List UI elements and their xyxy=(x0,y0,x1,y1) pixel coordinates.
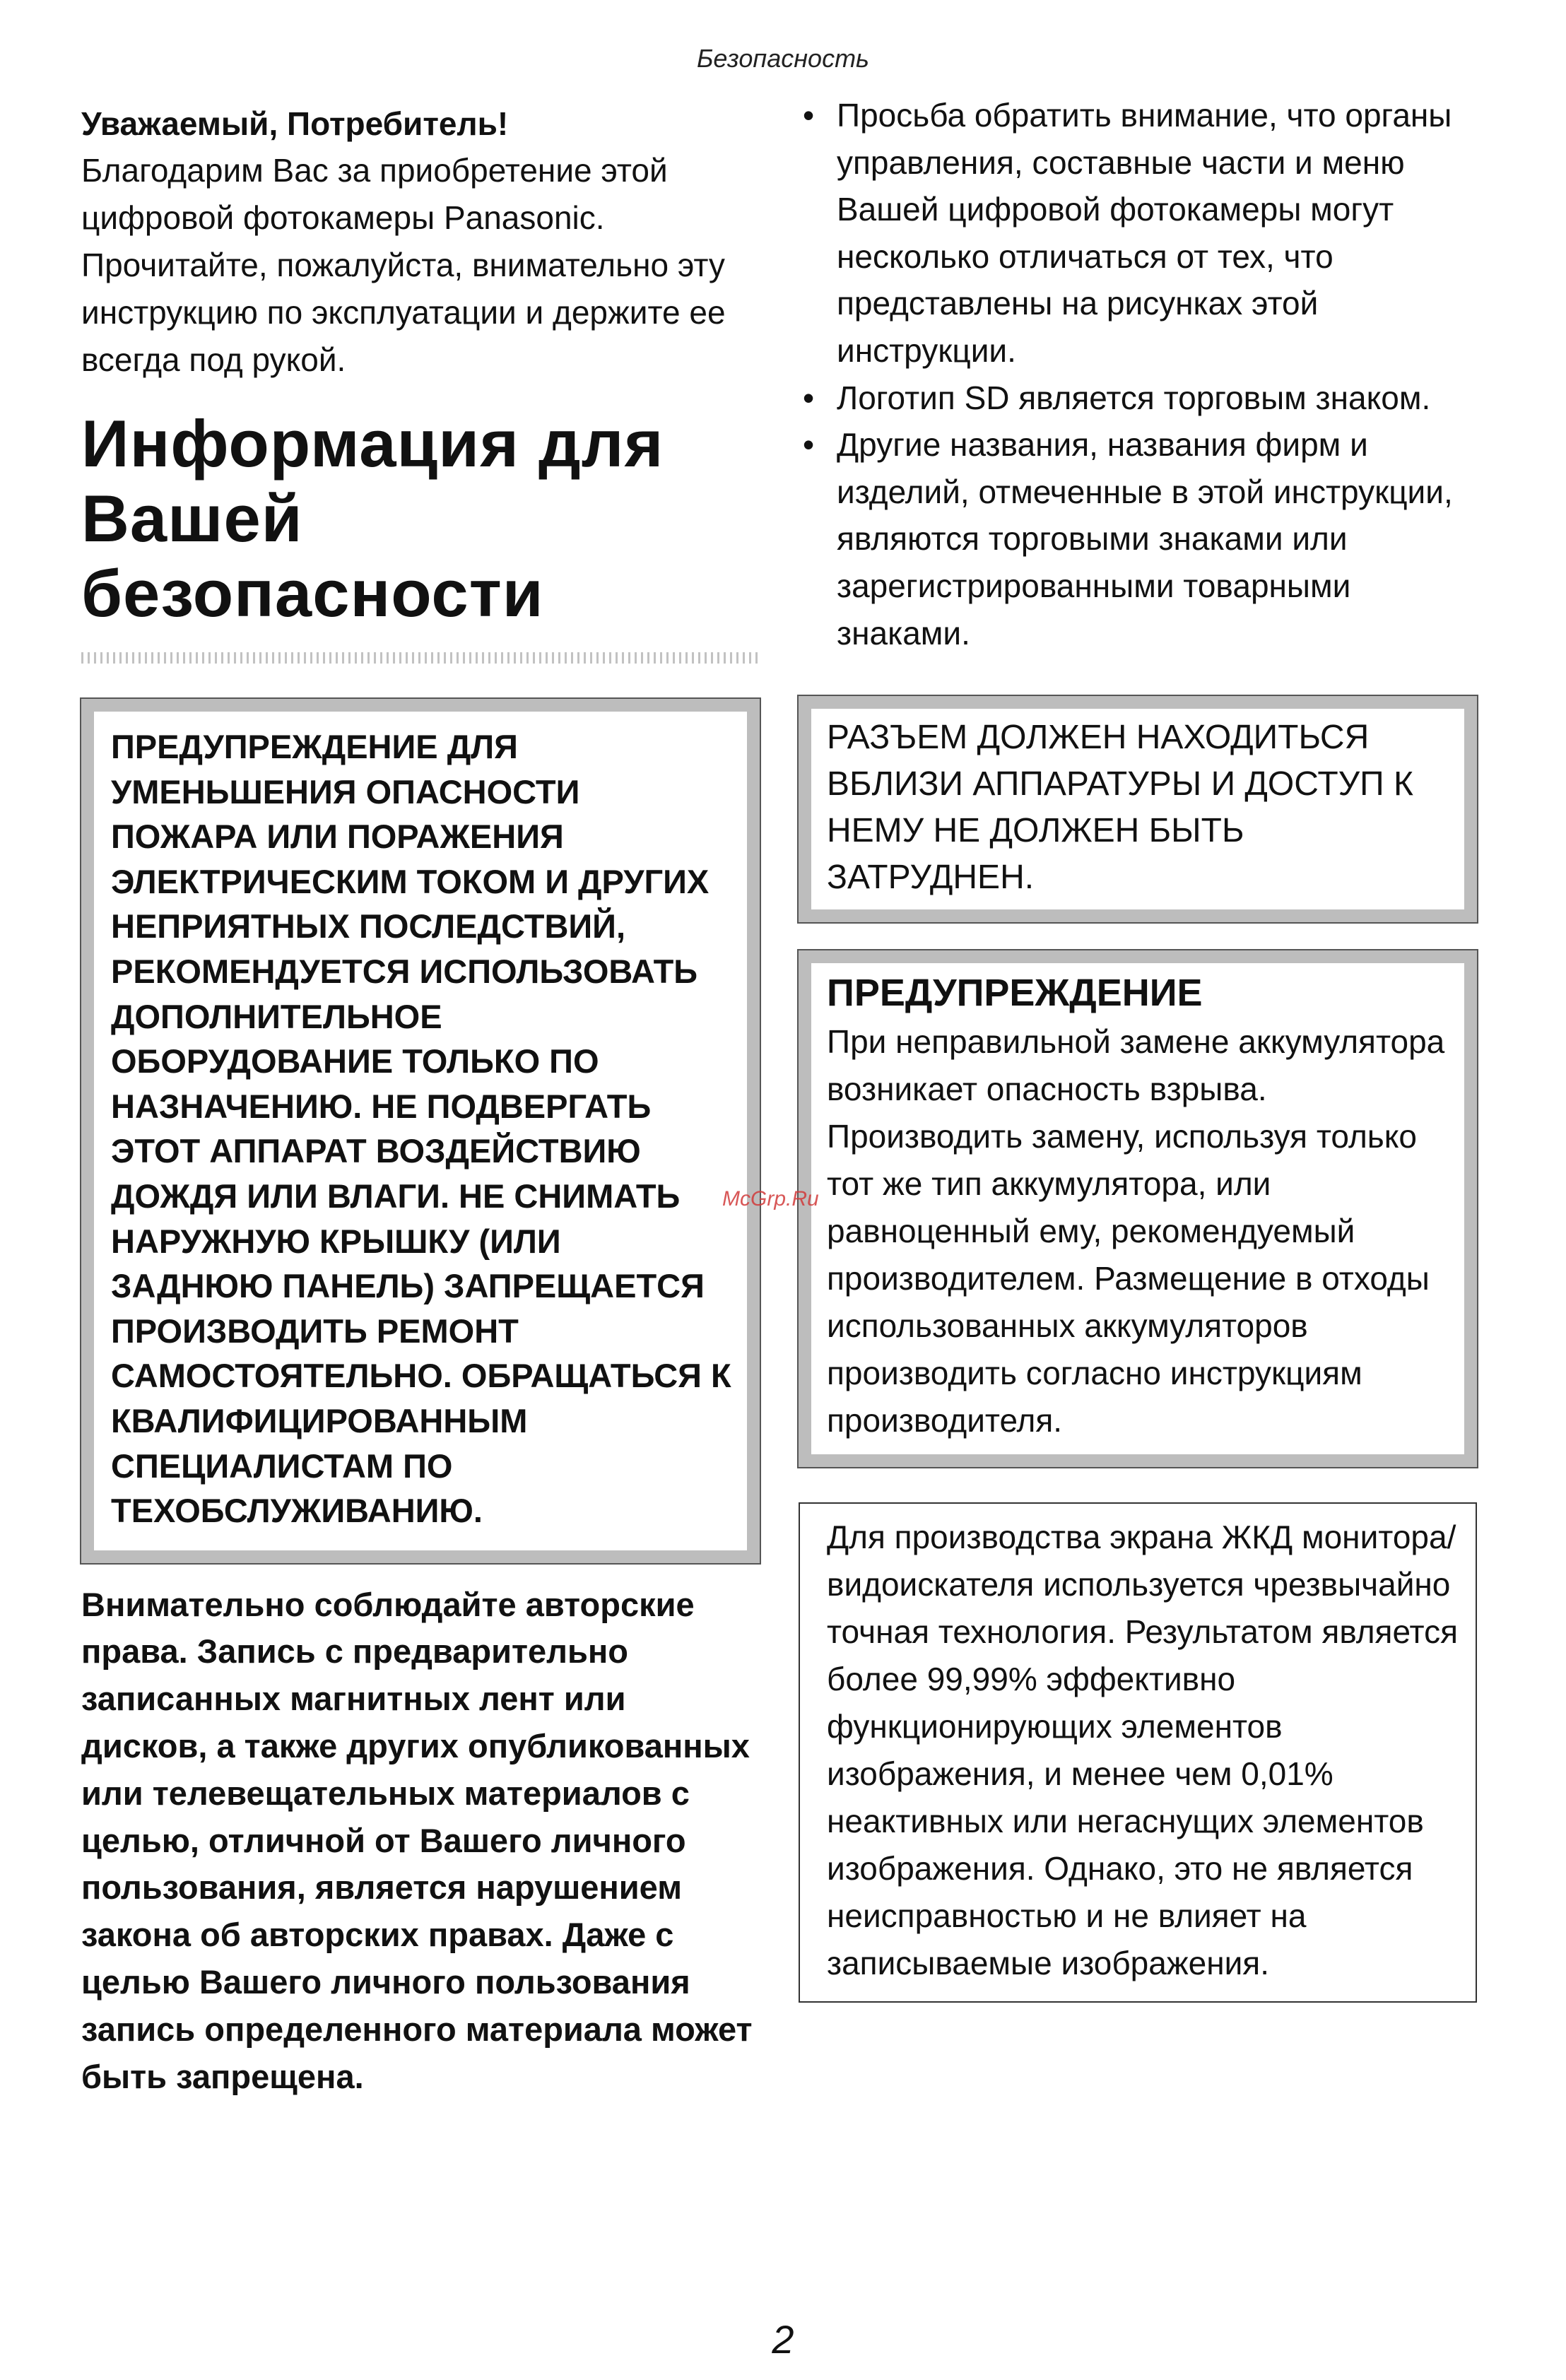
plug-notice-box xyxy=(799,696,1477,922)
bullet-icon: • xyxy=(803,97,815,134)
lcd-notice-text: Для производства экрана ЖКД монитора/видоискателя используется чрезвычайно точная технология. Результатом является более 99,99% эффективно функционирующих элементов изображения, и менее чем 0,01% неактивных или негаснущих элементов изображения. Однако, это не является неисправностью и не влияет на записываемые изображения. xyxy=(827,1519,1458,1982)
list-item xyxy=(799,92,1477,375)
right-column xyxy=(799,92,1477,2003)
watermark: McGrp.Ru xyxy=(722,1187,819,1210)
list-item xyxy=(799,421,1477,656)
bullet-icon: • xyxy=(803,379,815,416)
running-header: Безопасность xyxy=(697,44,869,73)
dotted-divider xyxy=(81,652,760,664)
list-item xyxy=(799,375,1477,422)
safety-warning-box xyxy=(81,699,760,1563)
plug-notice-text: РАЗЪЕМ ДОЛЖЕН НАХОДИТЬСЯ ВБЛИЗИ АППАРАТУРЫ И ДОСТУП К НЕМУ НЕ ДОЛЖЕН БЫТЬ ЗАТРУДНЕН. xyxy=(827,719,1413,897)
section-title: Информация для Вашей безопасности xyxy=(81,406,664,630)
left-column xyxy=(81,92,760,2100)
greeting-body: Благодарим Вас за приобретение этой цифровой фотокамеры Panasonic. Прочитайте, пожалуйста, внимательно эту инструкцию по эксплуатации и держите ее всегда под рукой. xyxy=(81,152,726,378)
list-item-text: Просьба обратить внимание, что органы управления, составные части и меню Вашей цифровой фотокамеры могут несколько отличаться от тех, что представлены на рисунках этой инструкции. xyxy=(837,97,1452,369)
list-item-text: Логотип SD является торговым знаком. xyxy=(837,379,1431,416)
copyright-text: Внимательно соблюдайте авторские права. Запись с предварительно записанных магнитных лент или дисков, а также других опубликованных или телевещательных материалов с целью, отличной от Вашего личного пользования, является нарушением закона об авторских правах. Даже с целью Вашего личного пользования запись определенного материала может быть запрещена. xyxy=(81,1585,753,2095)
bullet-icon: • xyxy=(803,426,815,464)
lcd-notice-box xyxy=(799,1502,1477,2003)
copyright-notice xyxy=(81,1581,760,2101)
battery-warning-box xyxy=(799,950,1477,1467)
notes-list xyxy=(799,92,1477,656)
battery-warning-title: ПРЕДУПРЕЖДЕНИЕ xyxy=(827,972,1203,1015)
list-item-text: Другие названия, названия фирм и изделий, отмеченные в этой инструкции, являются торговыми знаками или зарегистрированными товарными знаками. xyxy=(837,426,1453,652)
greeting-title: Уважаемый, Потребитель! xyxy=(81,105,509,142)
battery-warning-body: При неправильной замене аккумулятора возникает опасность взрыва. Производить замену, используя только тот же тип аккумулятора, или равноценный ему, рекомендуемый производителем. Размещение в отходы использованных аккумуляторов производить согласно инструкциям производителя. xyxy=(827,1023,1445,1439)
safety-warning-text: ПРЕДУПРЕЖДЕНИЕ ДЛЯ УМЕНЬШЕНИЯ ОПАСНОСТИ ПОЖАРА ИЛИ ПОРАЖЕНИЯ ЭЛЕКТРИЧЕСКИМ ТОКОМ И ДРУГИХ НЕПРИЯТНЫХ ПОСЛЕДСТВИЙ, РЕКОМЕНДУЕТСЯ ИСПОЛЬЗОВАТЬ ДОПОЛНИТЕЛЬНОЕ ОБОРУДОВАНИЕ ТОЛЬКО ПО НАЗНАЧЕНИЮ. НЕ ПОДВЕРГАТЬ ЭТОТ АППАРАТ ВОЗДЕЙСТВИЮ ДОЖДЯ ИЛИ ВЛАГИ. НЕ СНИМАТЬ НАРУЖНУЮ КРЫШКУ (ИЛИ ЗАДНЮЮ ПАНЕЛЬ) ЗАПРЕЩАЕТСЯ ПРОИЗВОДИТЬ РЕМОНТ САМОСТОЯТЕЛЬНО. ОБРАЩАТЬСЯ К КВАЛИФИЦИРОВАННЫМ СПЕЦИАЛИСТАМ ПО ТЕХОБСЛУЖИВАНИЮ. xyxy=(111,728,731,1530)
page-number: 2 xyxy=(772,2317,794,2362)
